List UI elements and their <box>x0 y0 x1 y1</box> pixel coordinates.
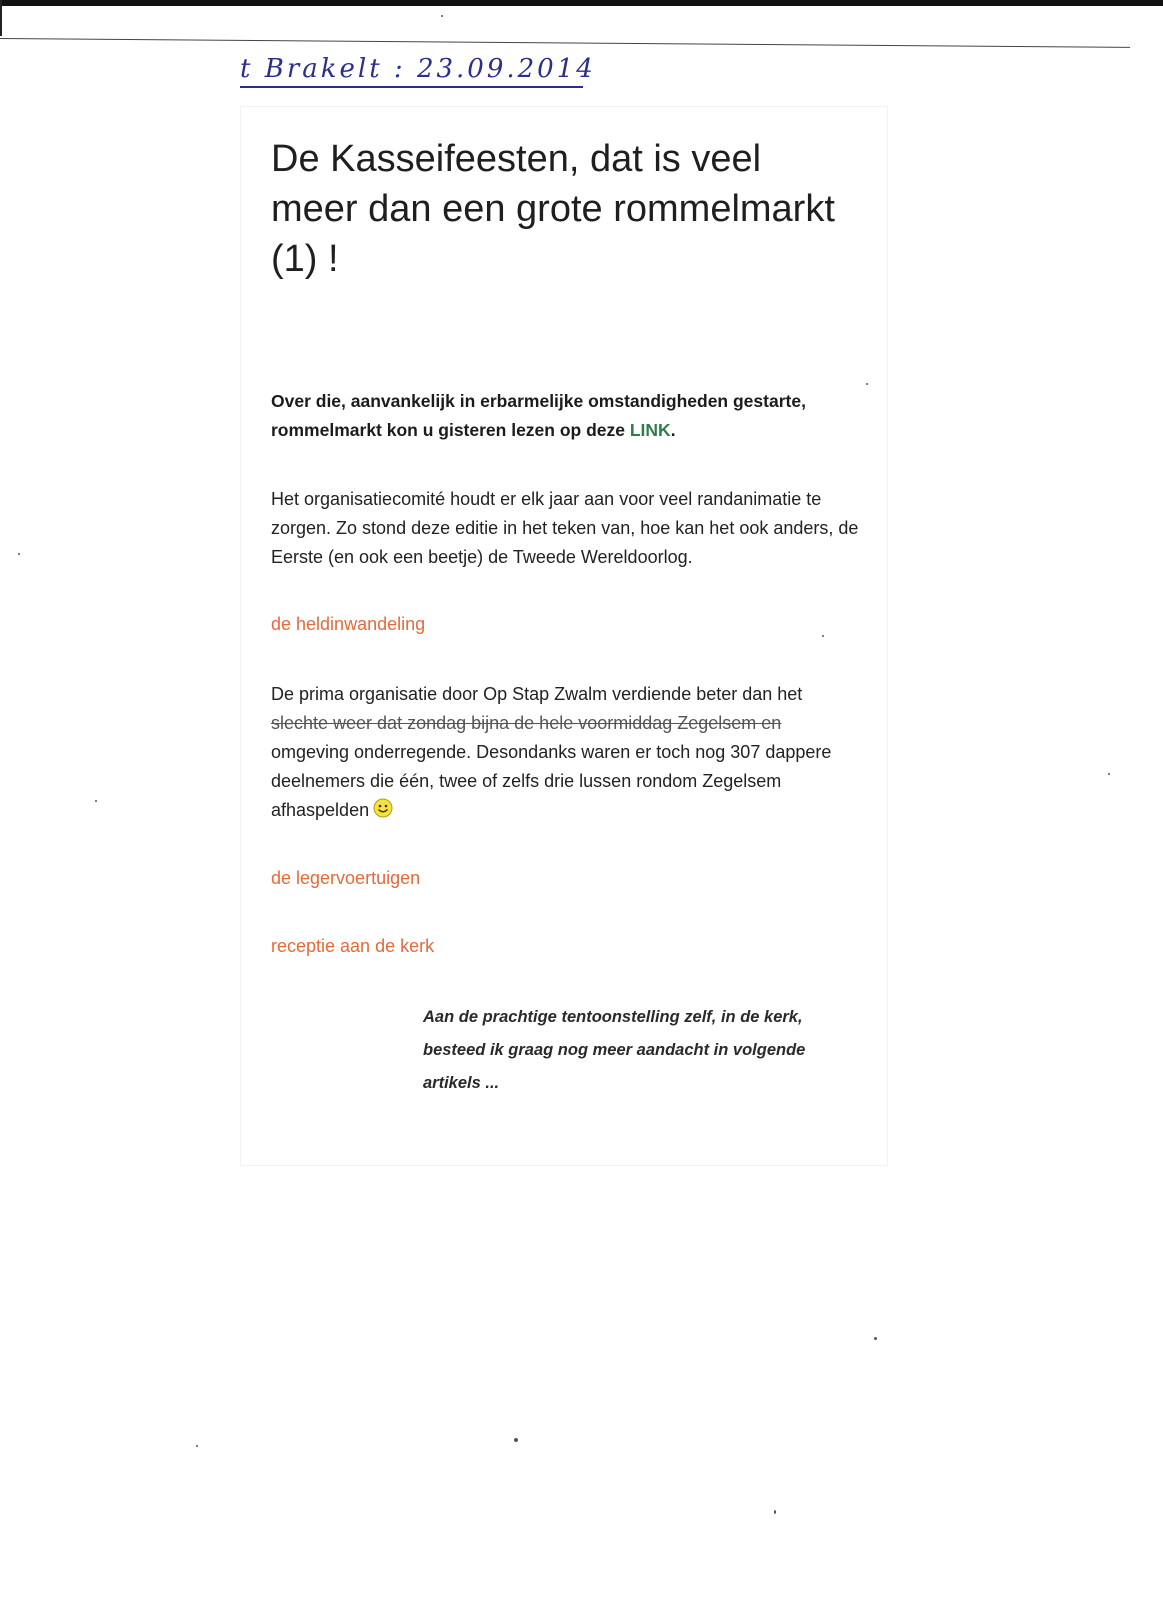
scan-speck <box>441 15 443 17</box>
heading-heldinwandeling: de heldinwandeling <box>271 614 426 634</box>
paragraph-wandeling-rest: omgeving onderregende. Desondanks waren er toch nog 307 dappere deelnemers die één, twee of zelfs drie lussen rondom Zegelsem afhaspelden <box>271 742 832 820</box>
smiley-emoticon-icon <box>373 798 393 818</box>
scan-speck <box>874 1337 877 1340</box>
scan-speck <box>514 1438 518 1442</box>
struck-text: slechte weer dat zondag bijna de hele voormiddag Zegelsem en <box>271 713 782 733</box>
paragraph-wandeling-line-1: De prima organisatie door Op Stap Zwalm verdiende beter dan het <box>271 684 803 704</box>
scan-speck <box>18 553 20 555</box>
scan-edge-left <box>0 0 2 36</box>
intro-suffix: . <box>670 420 676 440</box>
scan-speck <box>866 383 868 385</box>
scan-speck <box>196 1445 198 1447</box>
scan-divider-line <box>0 38 1130 48</box>
scan-speck <box>822 635 824 637</box>
heading-receptie: receptie aan de kerk <box>271 936 435 956</box>
scan-speck <box>95 800 97 802</box>
intro-paragraph <box>271 387 871 445</box>
handwritten-date-note: t Brakelt : 23.09.2014 <box>240 54 583 88</box>
paragraph-wandeling <box>271 680 861 825</box>
paragraph-organisation: Het organisatiecomité houdt er elk jaar aan voor veel randanimatie te zorgen. Zo stond deze editie in het teken van, hoe kan het ook anders, de Eerste (en ook een beetje) de Tweede Wereldoorlog. <box>271 489 859 567</box>
closing-note: Aan de prachtige tentoonstelling zelf, in de kerk, besteed ik graag nog meer aandacht in volgende artikels ... <box>423 1008 806 1092</box>
scan-speck <box>774 1510 776 1514</box>
heading-legervoertuigen: de legervoertuigen <box>271 868 421 888</box>
article-link[interactable]: LINK <box>629 420 671 440</box>
intro-text: Over die, aanvankelijk in erbarmelijke omstandigheden gestarte, rommelmarkt kon u gisteren lezen op deze <box>271 391 806 440</box>
scan-edge-top <box>0 0 1163 6</box>
article-title: De Kasseifeesten, dat is veel meer dan een grote rommelmarkt (1) ! <box>271 138 835 280</box>
scan-speck <box>1108 773 1110 775</box>
